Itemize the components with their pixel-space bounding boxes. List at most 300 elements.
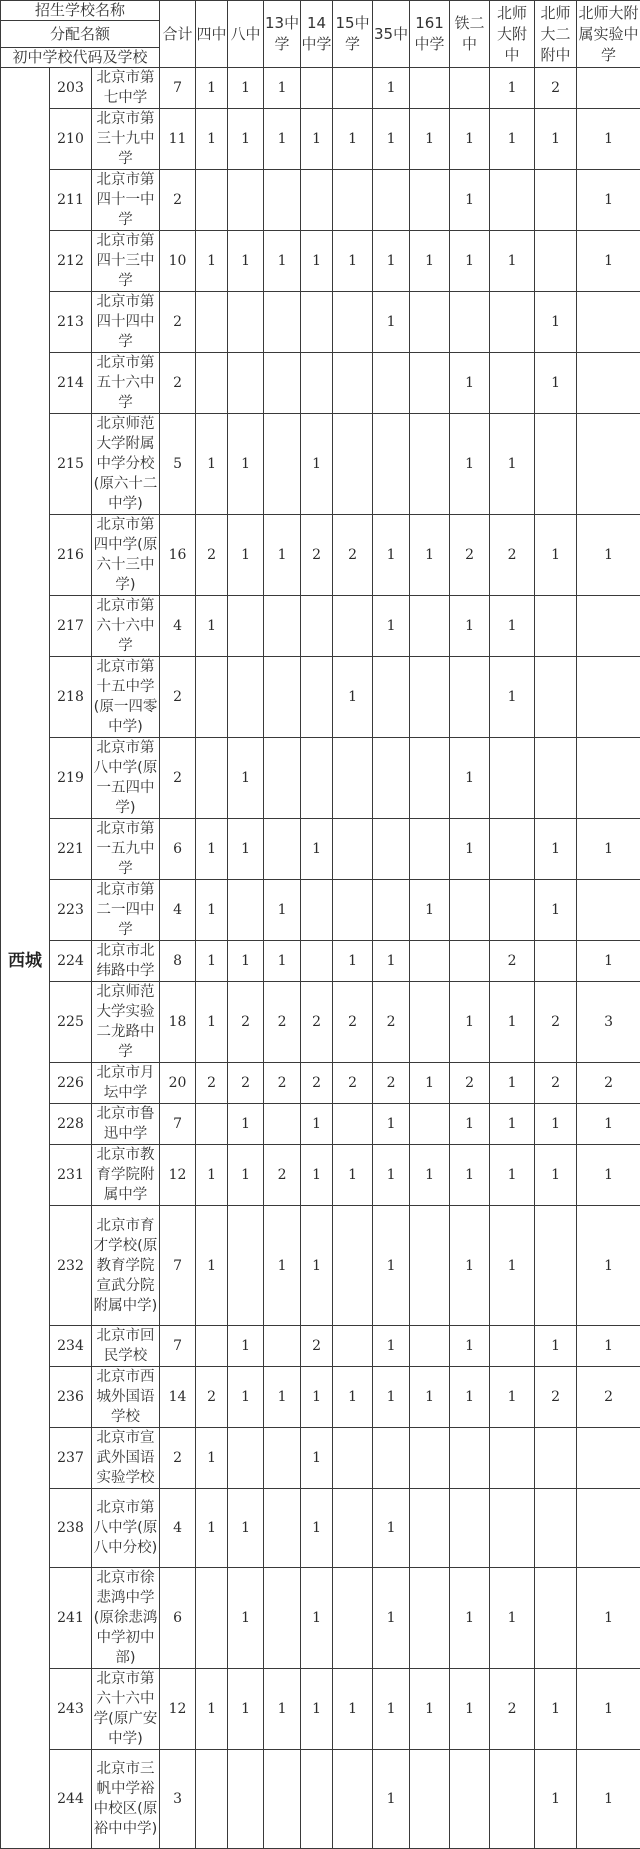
- table-row: [1, 1428, 640, 1489]
- quota-cell: 1: [450, 819, 490, 880]
- table-row: [1, 1367, 640, 1428]
- quota-cell: [333, 353, 373, 414]
- quota-cell: [333, 596, 373, 657]
- quota-cell: [373, 657, 410, 738]
- quota-cell: 1: [264, 515, 301, 596]
- quota-cell: [490, 1489, 535, 1568]
- quota-cell: 1: [196, 1145, 228, 1206]
- quota-total: 11: [160, 109, 196, 170]
- quota-cell: [301, 1750, 333, 1849]
- quota-cell: [450, 68, 490, 109]
- quota-cell: [490, 170, 535, 231]
- quota-cell: [333, 1750, 373, 1849]
- quota-total: 2: [160, 1428, 196, 1489]
- quota-cell: [490, 738, 535, 819]
- quota-cell: 1: [228, 738, 264, 819]
- quota-cell: [228, 1750, 264, 1849]
- quota-cell: [535, 657, 577, 738]
- quota-cell: 1: [373, 1568, 410, 1669]
- quota-cell: 1: [577, 941, 640, 982]
- quota-cell: [450, 880, 490, 941]
- quota-cell: 1: [490, 596, 535, 657]
- quota-cell: 1: [490, 1145, 535, 1206]
- quota-cell: [410, 941, 450, 982]
- school-code: 217: [50, 596, 92, 657]
- table-row: [1, 1750, 640, 1849]
- quota-cell: 1: [535, 1326, 577, 1367]
- header-school-5: 35中: [373, 1, 410, 68]
- quota-cell: 1: [450, 1568, 490, 1669]
- quota-cell: [577, 414, 640, 515]
- quota-cell: [264, 1326, 301, 1367]
- quota-cell: 1: [301, 1104, 333, 1145]
- school-name: 北京市第六十六中学: [92, 596, 160, 657]
- table-row: [1, 292, 640, 353]
- quota-cell: 1: [228, 1489, 264, 1568]
- table-row: [1, 596, 640, 657]
- quota-cell: [264, 738, 301, 819]
- header-school-9: 北师大二附中: [535, 1, 577, 68]
- quota-cell: 1: [228, 941, 264, 982]
- table-row: [1, 109, 640, 170]
- quota-cell: 1: [373, 596, 410, 657]
- quota-cell: 1: [450, 1104, 490, 1145]
- quota-total: 12: [160, 1669, 196, 1750]
- district-label: 西城: [1, 68, 50, 1849]
- school-name: 北京市鲁迅中学: [92, 1104, 160, 1145]
- quota-cell: 1: [490, 657, 535, 738]
- school-name: 北京市第六十六中学(原广安中学): [92, 1669, 160, 1750]
- quota-cell: 1: [301, 1367, 333, 1428]
- quota-cell: 1: [333, 1145, 373, 1206]
- quota-cell: 1: [450, 109, 490, 170]
- school-name: 北京市第三十九中学: [92, 109, 160, 170]
- quota-total: 2: [160, 738, 196, 819]
- quota-cell: 1: [535, 353, 577, 414]
- quota-cell: [410, 1104, 450, 1145]
- quota-cell: [196, 1568, 228, 1669]
- quota-cell: 1: [577, 1104, 640, 1145]
- table-row: [1, 353, 640, 414]
- quota-cell: [264, 414, 301, 515]
- quota-cell: [535, 1428, 577, 1489]
- quota-cell: 1: [333, 1669, 373, 1750]
- quota-cell: 1: [264, 109, 301, 170]
- header-school-4: 15中学: [333, 1, 373, 68]
- quota-cell: [333, 1326, 373, 1367]
- header-school-8: 北师大附中: [490, 1, 535, 68]
- quota-cell: [535, 941, 577, 982]
- school-name: 北京师范大学附属中学分校(原六十二中学): [92, 414, 160, 515]
- quota-cell: [333, 414, 373, 515]
- quota-cell: [333, 819, 373, 880]
- header-school-1: 八中: [228, 1, 264, 68]
- quota-cell: 1: [450, 738, 490, 819]
- quota-cell: [196, 1750, 228, 1849]
- quota-cell: 1: [410, 1063, 450, 1104]
- quota-cell: 1: [373, 1750, 410, 1849]
- school-name: 北京市第七中学: [92, 68, 160, 109]
- quota-cell: 1: [373, 941, 410, 982]
- school-code: 241: [50, 1568, 92, 1669]
- quota-cell: 1: [535, 1669, 577, 1750]
- school-code: 212: [50, 231, 92, 292]
- quota-cell: [264, 1104, 301, 1145]
- school-code: 226: [50, 1063, 92, 1104]
- quota-cell: [410, 353, 450, 414]
- quota-cell: [535, 738, 577, 819]
- quota-cell: 1: [450, 170, 490, 231]
- quota-total: 6: [160, 1568, 196, 1669]
- quota-cell: 1: [333, 941, 373, 982]
- quota-cell: 2: [264, 1145, 301, 1206]
- table-row: [1, 657, 640, 738]
- quota-cell: 1: [490, 1104, 535, 1145]
- table-row: [1, 738, 640, 819]
- quota-cell: 1: [535, 515, 577, 596]
- quota-cell: 1: [450, 596, 490, 657]
- quota-cell: [450, 1428, 490, 1489]
- quota-cell: 1: [577, 1326, 640, 1367]
- quota-cell: 1: [577, 1750, 640, 1849]
- quota-cell: 2: [450, 515, 490, 596]
- quota-cell: [450, 657, 490, 738]
- quota-cell: [333, 1206, 373, 1326]
- quota-cell: [196, 657, 228, 738]
- quota-cell: 1: [577, 515, 640, 596]
- quota-cell: [333, 292, 373, 353]
- quota-cell: 2: [535, 982, 577, 1063]
- quota-cell: 1: [410, 1669, 450, 1750]
- quota-cell: [196, 1326, 228, 1367]
- school-name: 北京市北纬路中学: [92, 941, 160, 982]
- school-name: 北京市西城外国语学校: [92, 1367, 160, 1428]
- school-name: 北京市三帆中学裕中校区(原裕中中学): [92, 1750, 160, 1849]
- quota-cell: 1: [577, 1669, 640, 1750]
- quota-cell: 2: [196, 1063, 228, 1104]
- header-quota-label: 分配名额: [1, 21, 160, 48]
- quota-total: 16: [160, 515, 196, 596]
- school-name: 北京市第二一四中学: [92, 880, 160, 941]
- quota-cell: 1: [301, 109, 333, 170]
- school-name: 北京市教育学院附属中学: [92, 1145, 160, 1206]
- quota-cell: [196, 738, 228, 819]
- quota-cell: [535, 231, 577, 292]
- school-name: 北京市第八中学(原一五四中学): [92, 738, 160, 819]
- quota-cell: [301, 880, 333, 941]
- quota-cell: 1: [373, 1367, 410, 1428]
- quota-total: 10: [160, 231, 196, 292]
- quota-cell: 1: [264, 231, 301, 292]
- quota-cell: [373, 738, 410, 819]
- quota-total: 2: [160, 657, 196, 738]
- quota-total: 7: [160, 1326, 196, 1367]
- quota-cell: 2: [490, 1669, 535, 1750]
- quota-cell: [490, 1326, 535, 1367]
- quota-cell: [228, 596, 264, 657]
- quota-total: 20: [160, 1063, 196, 1104]
- quota-cell: [490, 1428, 535, 1489]
- school-code: 244: [50, 1750, 92, 1849]
- quota-cell: [450, 1750, 490, 1849]
- quota-cell: [333, 1104, 373, 1145]
- quota-cell: 1: [228, 414, 264, 515]
- quota-cell: [577, 880, 640, 941]
- quota-cell: 2: [373, 1063, 410, 1104]
- quota-cell: [228, 1206, 264, 1326]
- quota-cell: 1: [410, 109, 450, 170]
- quota-cell: [228, 353, 264, 414]
- quota-cell: [490, 353, 535, 414]
- header-row-1: [1, 1, 640, 21]
- quota-cell: 1: [490, 982, 535, 1063]
- quota-cell: [490, 1750, 535, 1849]
- quota-cell: [373, 819, 410, 880]
- quota-cell: 2: [301, 515, 333, 596]
- table-row: [1, 1568, 640, 1669]
- quota-cell: 1: [301, 414, 333, 515]
- quota-cell: 1: [450, 353, 490, 414]
- quota-cell: [577, 292, 640, 353]
- quota-cell: 1: [333, 657, 373, 738]
- quota-cell: 1: [196, 1428, 228, 1489]
- quota-cell: 1: [450, 1326, 490, 1367]
- quota-cell: [301, 738, 333, 819]
- quota-cell: 1: [577, 1568, 640, 1669]
- quota-cell: 1: [228, 1104, 264, 1145]
- quota-cell: [577, 738, 640, 819]
- table-row: [1, 1489, 640, 1568]
- quota-cell: 2: [196, 1367, 228, 1428]
- header-school-3: 14中学: [301, 1, 333, 68]
- quota-cell: [535, 1489, 577, 1568]
- quota-total: 7: [160, 1104, 196, 1145]
- quota-cell: [535, 1568, 577, 1669]
- quota-cell: [333, 738, 373, 819]
- header-total: 合计: [160, 1, 196, 68]
- quota-cell: 1: [228, 1367, 264, 1428]
- header-school-6: 161中学: [410, 1, 450, 68]
- quota-cell: 1: [490, 1568, 535, 1669]
- quota-cell: 3: [577, 982, 640, 1063]
- quota-cell: 1: [490, 414, 535, 515]
- quota-cell: [264, 1750, 301, 1849]
- quota-cell: 1: [264, 68, 301, 109]
- quota-cell: 1: [196, 819, 228, 880]
- quota-cell: 2: [373, 982, 410, 1063]
- quota-cell: 1: [373, 231, 410, 292]
- school-code: 236: [50, 1367, 92, 1428]
- quota-cell: [410, 657, 450, 738]
- quota-cell: [228, 292, 264, 353]
- quota-cell: [373, 1428, 410, 1489]
- quota-cell: 1: [373, 1104, 410, 1145]
- quota-cell: [490, 819, 535, 880]
- quota-cell: [264, 1428, 301, 1489]
- quota-cell: 1: [196, 941, 228, 982]
- quota-cell: 1: [577, 819, 640, 880]
- table-row: [1, 1206, 640, 1326]
- quota-cell: 1: [410, 231, 450, 292]
- school-code: 232: [50, 1206, 92, 1326]
- quota-cell: 2: [535, 68, 577, 109]
- quota-cell: [535, 1206, 577, 1326]
- school-code: 219: [50, 738, 92, 819]
- quota-cell: [577, 353, 640, 414]
- quota-total: 14: [160, 1367, 196, 1428]
- quota-total: 7: [160, 68, 196, 109]
- quota-cell: [410, 982, 450, 1063]
- quota-cell: 1: [264, 1367, 301, 1428]
- quota-cell: 1: [196, 982, 228, 1063]
- quota-cell: [373, 170, 410, 231]
- quota-cell: 1: [373, 292, 410, 353]
- quota-cell: 1: [450, 982, 490, 1063]
- quota-cell: 2: [535, 1063, 577, 1104]
- quota-cell: [301, 657, 333, 738]
- quota-cell: [410, 414, 450, 515]
- school-name: 北京市第四中学(原六十三中学): [92, 515, 160, 596]
- quota-cell: [450, 292, 490, 353]
- quota-cell: 1: [301, 1145, 333, 1206]
- table-row: [1, 414, 640, 515]
- school-name: 北京市徐悲鸿中学(原徐悲鸿中学初中部): [92, 1568, 160, 1669]
- quota-total: 4: [160, 880, 196, 941]
- school-code: 228: [50, 1104, 92, 1145]
- quota-cell: [535, 170, 577, 231]
- school-code: 243: [50, 1669, 92, 1750]
- quota-total: 6: [160, 819, 196, 880]
- school-name: 北京市第十五中学(原一四零中学): [92, 657, 160, 738]
- quota-cell: 1: [333, 109, 373, 170]
- quota-cell: 1: [450, 1367, 490, 1428]
- quota-cell: 1: [410, 515, 450, 596]
- quota-cell: [450, 1489, 490, 1568]
- header-junior-school-label: 初中学校代码及学校: [1, 48, 160, 68]
- quota-cell: 1: [228, 1145, 264, 1206]
- quota-cell: 2: [535, 1367, 577, 1428]
- school-code: 214: [50, 353, 92, 414]
- school-name: 北京市宣武外国语实验学校: [92, 1428, 160, 1489]
- quota-cell: 1: [410, 1367, 450, 1428]
- school-name: 北京市第四十四中学: [92, 292, 160, 353]
- quota-cell: 1: [450, 1206, 490, 1326]
- quota-cell: [228, 1428, 264, 1489]
- quota-cell: 1: [490, 1206, 535, 1326]
- quota-cell: 1: [535, 292, 577, 353]
- quota-cell: 1: [535, 109, 577, 170]
- quota-cell: [301, 292, 333, 353]
- quota-cell: 1: [228, 1568, 264, 1669]
- quota-cell: 1: [450, 231, 490, 292]
- table-row: [1, 1669, 640, 1750]
- quota-cell: [264, 292, 301, 353]
- quota-cell: 1: [450, 414, 490, 515]
- quota-cell: 1: [264, 880, 301, 941]
- quota-cell: 2: [301, 982, 333, 1063]
- quota-cell: 1: [333, 1367, 373, 1428]
- quota-cell: 1: [450, 1669, 490, 1750]
- school-code: 215: [50, 414, 92, 515]
- quota-cell: 2: [228, 982, 264, 1063]
- quota-cell: 1: [535, 1104, 577, 1145]
- quota-cell: 2: [577, 1367, 640, 1428]
- school-code: 218: [50, 657, 92, 738]
- school-name: 北京市第一五九中学: [92, 819, 160, 880]
- quota-total: 18: [160, 982, 196, 1063]
- quota-cell: [577, 1489, 640, 1568]
- quota-cell: 1: [196, 68, 228, 109]
- quota-cell: [333, 170, 373, 231]
- table-row: [1, 982, 640, 1063]
- quota-cell: [301, 941, 333, 982]
- quota-cell: [410, 1568, 450, 1669]
- quota-cell: [333, 880, 373, 941]
- quota-cell: 1: [196, 596, 228, 657]
- quota-cell: [196, 353, 228, 414]
- quota-cell: 1: [228, 1669, 264, 1750]
- table-row: [1, 231, 640, 292]
- school-code: 216: [50, 515, 92, 596]
- quota-cell: 2: [264, 982, 301, 1063]
- quota-cell: [577, 68, 640, 109]
- quota-cell: 1: [373, 1489, 410, 1568]
- quota-cell: [410, 1326, 450, 1367]
- quota-cell: [264, 596, 301, 657]
- quota-cell: [410, 1489, 450, 1568]
- quota-cell: [410, 596, 450, 657]
- school-code: 221: [50, 819, 92, 880]
- quota-cell: 1: [373, 1669, 410, 1750]
- quota-cell: [577, 1428, 640, 1489]
- quota-cell: 1: [373, 1145, 410, 1206]
- quota-cell: [264, 1489, 301, 1568]
- quota-cell: [264, 819, 301, 880]
- quota-cell: 2: [450, 1063, 490, 1104]
- quota-cell: [196, 292, 228, 353]
- table-row: [1, 1145, 640, 1206]
- quota-cell: [228, 170, 264, 231]
- quota-cell: 1: [228, 819, 264, 880]
- quota-cell: [196, 170, 228, 231]
- quota-cell: 2: [490, 941, 535, 982]
- quota-cell: [301, 353, 333, 414]
- quota-cell: 2: [333, 1063, 373, 1104]
- quota-cell: [410, 819, 450, 880]
- quota-cell: 1: [333, 231, 373, 292]
- quota-cell: [333, 1489, 373, 1568]
- quota-cell: 1: [301, 1428, 333, 1489]
- quota-cell: [228, 657, 264, 738]
- quota-cell: [373, 414, 410, 515]
- quota-total: 8: [160, 941, 196, 982]
- quota-cell: 1: [490, 231, 535, 292]
- quota-total: 4: [160, 1489, 196, 1568]
- quota-cell: 1: [196, 880, 228, 941]
- quota-cell: 2: [228, 1063, 264, 1104]
- quota-cell: [301, 596, 333, 657]
- table-row: [1, 1326, 640, 1367]
- quota-cell: 1: [373, 1326, 410, 1367]
- quota-cell: [410, 738, 450, 819]
- quota-cell: 2: [301, 1326, 333, 1367]
- quota-cell: [333, 68, 373, 109]
- header-school-2: 13中学: [264, 1, 301, 68]
- table-row: [1, 68, 640, 109]
- quota-cell: 2: [490, 515, 535, 596]
- quota-cell: 1: [535, 819, 577, 880]
- school-code: 210: [50, 109, 92, 170]
